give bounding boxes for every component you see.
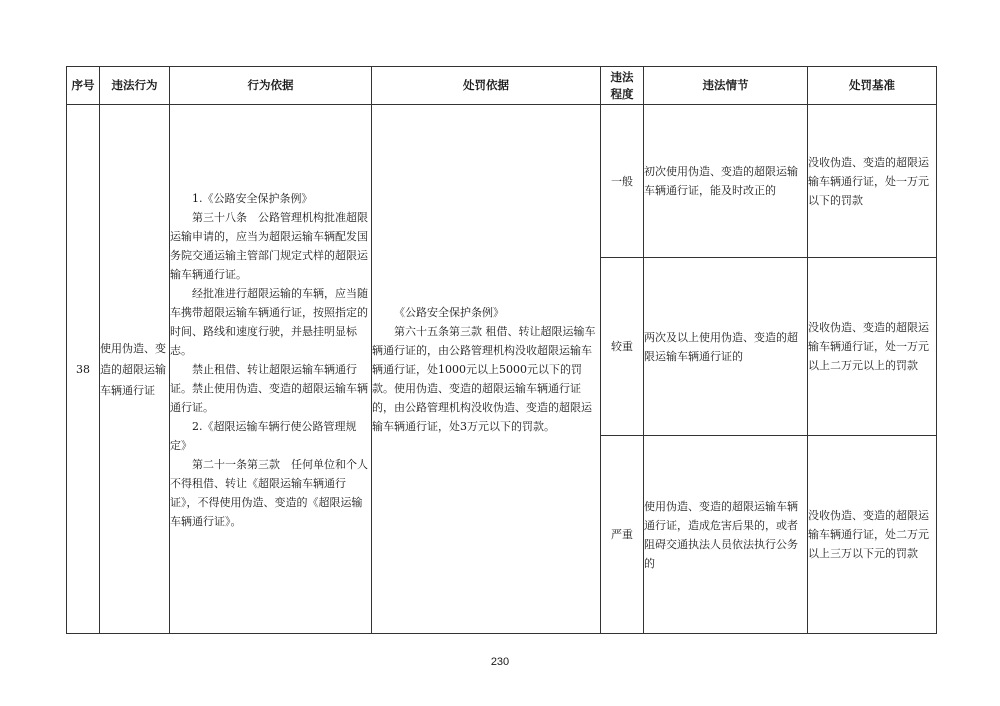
table-row <box>67 105 937 258</box>
header-basis: 行为依据 <box>170 67 372 105</box>
basis-paragraph: 第二十一条第三款 任何单位和个人不得租借、转让《超限运输车辆通行证》，不得使用伪造、变造的《超限运输车辆通行证》。 <box>170 458 368 528</box>
penalty-standard-table <box>66 66 937 634</box>
row-violation <box>100 105 170 634</box>
header-seq: 序号 <box>67 67 100 105</box>
degree-general: 一般 <box>601 105 644 258</box>
degree-serious: 较重 <box>601 258 644 436</box>
standard-severe: 没收伪造、变造的超限运输车辆通行证，处二万元以上三万以下元的罚款 <box>808 436 937 634</box>
row-basis <box>170 105 372 634</box>
standard-serious: 没收伪造、变造的超限运输车辆通行证，处一万元以上二万元以上的罚款 <box>808 258 937 436</box>
circumstance-severe: 使用伪造、变造的超限运输车辆通行证，造成危害后果的，或者阻碍交通执法人员依法执行公务的 <box>644 436 808 634</box>
circumstance-general: 初次使用伪造、变造的超限运输车辆通行证，能及时改正的 <box>644 105 808 258</box>
row-penalty-basis <box>372 105 601 634</box>
penalty-basis-paragraph: 第六十五条第三款 租借、转让超限运输车辆通行证的，由公路管理机构没收超限运输车辆通行证，处1000元以上5000元以下的罚款。使用伪造、变造的超限运输车辆通行证的，由公路管理机构没收伪造、变造的超限运输车辆通行证，处3万元以下的罚款。 <box>372 324 596 433</box>
basis-paragraph: 经批准进行超限运输的车辆，应当随车携带超限运输车辆通行证，按照指定的时间、路线和速度行驶，并悬挂明显标志。 <box>170 287 368 357</box>
header-violation: 违法行为 <box>100 67 170 105</box>
basis-paragraph: 2.《超限运输车辆行使公路管理规定》 <box>170 420 357 452</box>
page-number: 230 <box>490 656 510 668</box>
basis-paragraph: 第三十八条 公路管理机构批准超限运输申请的，应当为超限运输车辆配发国务院交通运输主管部门规定式样的超限运输车辆通行证。 <box>170 211 368 281</box>
basis-paragraph: 禁止租借、转让超限运输车辆通行证。禁止使用伪造、变造的超限运输车辆通行证。 <box>170 363 368 414</box>
degree-severe: 严重 <box>601 436 644 634</box>
basis-paragraph: 1.《公路安全保护条例》 <box>192 192 313 205</box>
row-seq: 38 <box>67 105 100 634</box>
violation-text: 使用伪造、变造的超限运输车辆通行证 <box>100 341 166 397</box>
penalty-basis-paragraph: 《公路安全保护条例》 <box>394 305 504 319</box>
standard-general: 没收伪造、变造的超限运输车辆通行证，处一万元以下的罚款 <box>808 105 937 258</box>
table-header-row <box>67 67 937 105</box>
header-circumstances: 违法情节 <box>644 67 808 105</box>
header-degree: 违法程度 <box>601 67 644 105</box>
header-penalty-basis: 处罚依据 <box>372 67 601 105</box>
circumstance-serious: 两次及以上使用伪造、变造的超限运输车辆通行证的 <box>644 258 808 436</box>
header-standard: 处罚基准 <box>808 67 937 105</box>
